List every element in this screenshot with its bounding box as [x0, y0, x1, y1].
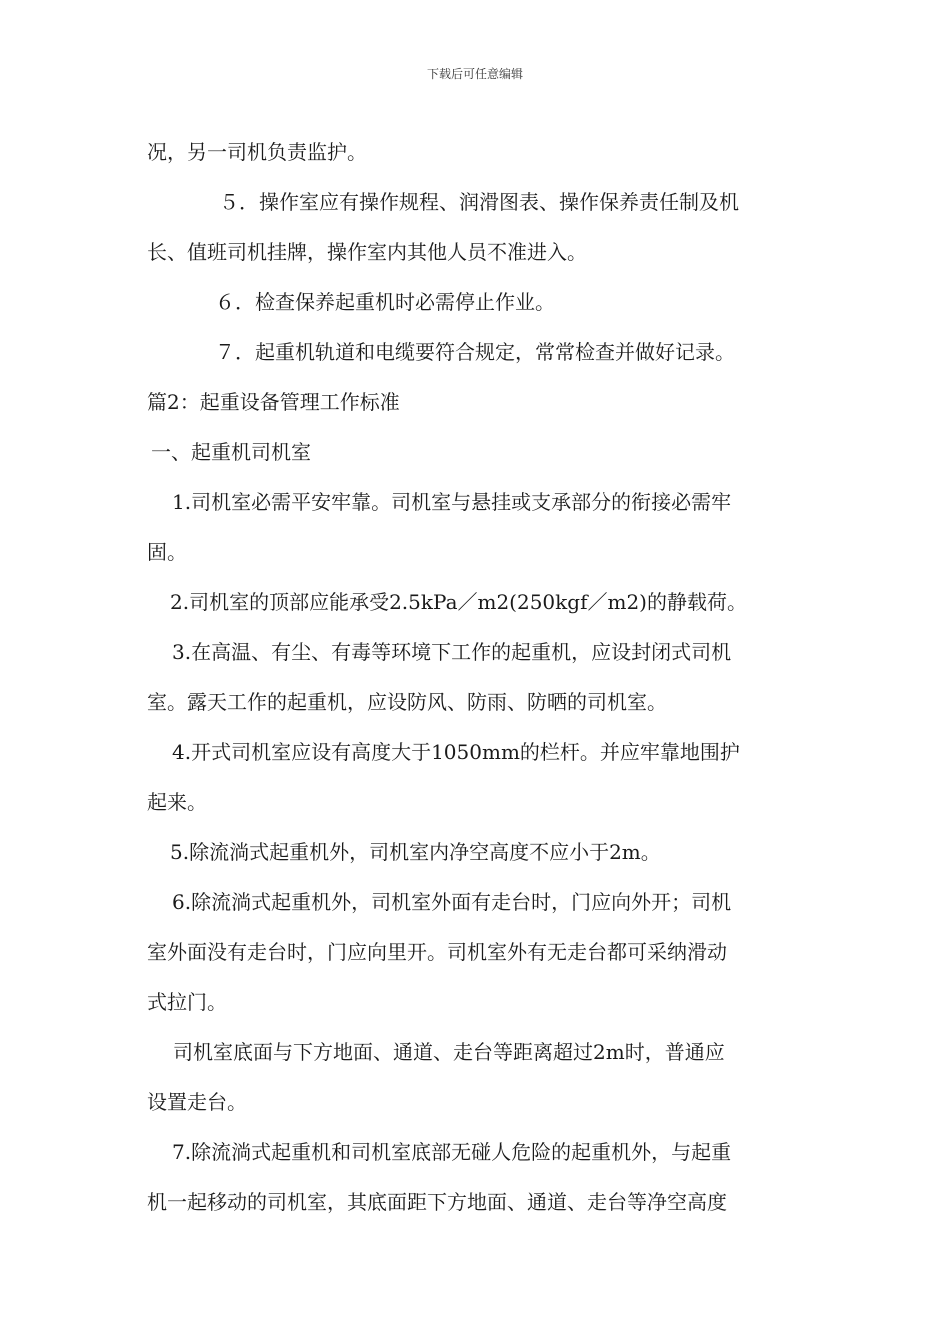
- section-heading: 篇2：起重设备管理工作标准: [147, 390, 400, 414]
- document-body: [147, 127, 809, 1227]
- paragraph-line: 起来。: [147, 790, 207, 814]
- paragraph-line: ６．检查保养起重机时必需停止作业。: [215, 290, 555, 314]
- paragraph-line: 式拉门。: [147, 990, 227, 1014]
- paragraph-line: 机一起移动的司机室，其底面距下方地面、通道、走台等净空高度: [147, 1190, 727, 1214]
- paragraph-line: ７．起重机轨道和电缆要符合规定，常常检查并做好记录。: [215, 340, 735, 364]
- paragraph-line: ５．操作室应有操作规程、润滑图表、操作保养责任制及机: [219, 190, 739, 214]
- paragraph-line: 长、值班司机挂牌，操作室内其他人员不准进入。: [147, 240, 587, 264]
- paragraph-line: 5.除流淌式起重机外，司机室内净空高度不应小于2m。: [170, 840, 661, 864]
- paragraph-line: 2.司机室的顶部应能承受2.5kPa／m2(250kgf／m2)的静载荷。: [170, 590, 747, 614]
- paragraph-line: 室外面没有走台时，门应向里开。司机室外有无走台都可采纳滑动: [147, 940, 727, 964]
- paragraph-line: 3.在高温、有尘、有毒等环境下工作的起重机，应设封闭式司机: [172, 640, 732, 664]
- page-header: 下载后可任意编辑: [426, 67, 523, 81]
- paragraph-line: 1.司机室必需平安牢靠。司机室与悬挂或支承部分的衔接必需牢: [172, 490, 732, 514]
- paragraph-line: 室。露天工作的起重机，应设防风、防雨、防晒的司机室。: [147, 690, 667, 714]
- paragraph-line: 6.除流淌式起重机外，司机室外面有走台时，门应向外开；司机: [172, 890, 732, 914]
- subsection-heading: 一、起重机司机室: [151, 440, 311, 464]
- paragraph-line: 设置走台。: [147, 1090, 247, 1114]
- paragraph-line: 况，另一司机负责监护。: [147, 140, 367, 164]
- paragraph-line: 固。: [147, 540, 187, 564]
- paragraph-line: 4.开式司机室应设有高度大于1050mm的栏杆。并应牢靠地围护: [172, 740, 740, 764]
- paragraph-line: 7.除流淌式起重机和司机室底部无碰人危险的起重机外，与起重: [172, 1140, 732, 1164]
- paragraph-line: 司机室底面与下方地面、通道、走台等距离超过2m时，普通应: [173, 1040, 725, 1064]
